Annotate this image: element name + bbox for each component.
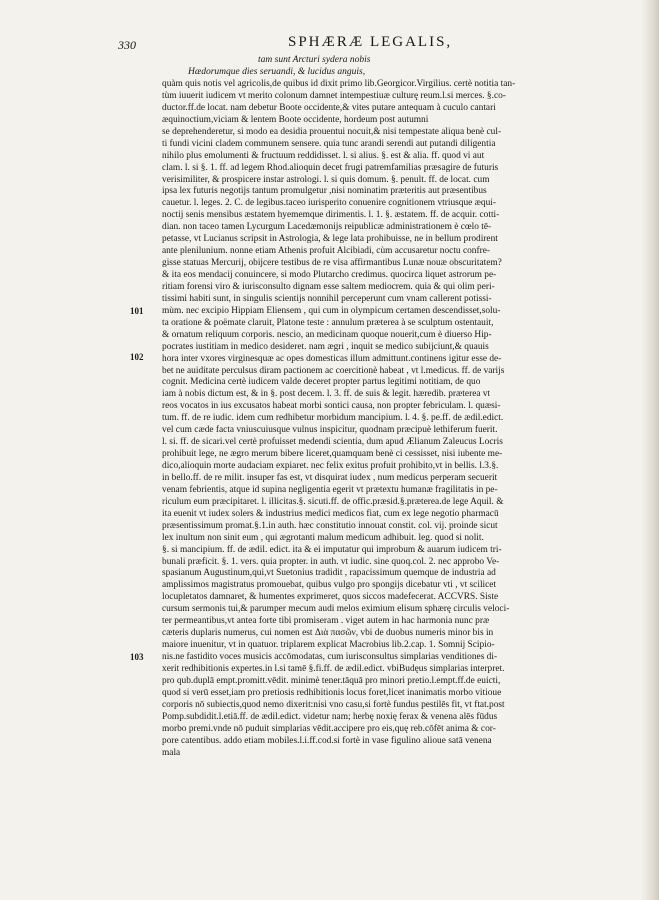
text-line: gisse statuas Mercurij, obijcere testibus de re visa affirmantibus Lunæ nouæ obscuritatem? xyxy=(162,258,502,269)
text-line: ter permeantibus,vt antea forte tibi promiseram . viget autem in hac harmonia nunc præ xyxy=(162,616,490,627)
text-line: hora inter vxores virginesquæ ac opes domesticas illum admittunt.continens igitur esse de- xyxy=(162,353,502,364)
text-line: tum. ff. de re iudic. idem cum redhibetur morbidum mancipium. l. 4. §. pe.ff. de ædil.edict. xyxy=(162,413,504,424)
text-line: nis.ne fastidito voces musicis accōmodatas, cum iurisconsultus simplarias venditiones di- xyxy=(162,652,498,662)
text-line: se deprehenderetur, si modo ea desidia prouentui nocuit,& nisi tempestate aliqua benè cul- xyxy=(162,126,502,137)
text-line: petasse, vt Lucianus scripsit in Astrologia, & lege lata prohibuisse, ne in bellum prodirent xyxy=(162,234,498,245)
text-line: cursum sermonis tui,& parumper mecum audi melos eximium elisum sphærę circulis veloci- xyxy=(162,604,510,615)
text-line: clam. l. si §. 1. ff. ad legem Rhod.alioquin decet frugi patremfamilias præsagire de futuris xyxy=(162,162,499,173)
marginal-number: 103 xyxy=(130,652,144,662)
text-line: verisimiliter, & prospicere instar astrologi. l. si quis domum. §. penult. ff. de locat. cum xyxy=(162,174,490,185)
page-number: 330 xyxy=(118,38,136,52)
text-line: tissimi habiti sunt, in singulis scientijs nonnihil perceperunt cum vnam callerent potissi- xyxy=(162,293,492,304)
text-line: riculum eum præcipitaret. l. illicitas.§. sicuti.ff. de offic.præsid.§.præterea.de lege Aquil. & xyxy=(162,496,504,507)
scan-edge-shadow xyxy=(641,0,659,900)
text-line: pore catentibus. addo etiam mobiles.l.i.ff.cod.si fortè in vase figulino alioue satā venena xyxy=(162,735,492,746)
text-line: ta oratione & poëmate claruit, Platone teste : annulum præterea à se sculptum ostentauit, xyxy=(162,317,494,328)
text-line: mùm. nec excipio Hippiam Eliensem , qui cum in olympicum certamen descendisset,solu- xyxy=(162,305,501,316)
text-line-catchword xyxy=(162,759,628,771)
text-line: ante plenilunium. nonne etiam Athenis profuit Alcibiadi, cùm accusaretur noctu confre- xyxy=(162,246,491,257)
text-line: ipsa lex futuris negotijs tantum promulgetur ,nisi nominatim præteritis aut præsentibus xyxy=(162,186,487,197)
text-line: xerit redhibitionis expertes.in l.si tamē §.fi.ff. de ædil.edict. vbiBudęus simplarias interpret. xyxy=(162,663,505,674)
text-line: iam à nobis dictum est, & in §. post decem. l. 3. ff. de suis & legit. hæredib. præterea vt xyxy=(162,389,491,400)
text-line: §. si mancipium. ff. de ædil. edict. ita & ei imputatur qui improbum & auarum iudicem tri- xyxy=(162,544,502,555)
text-line: noctij senis mensibus æstatem hyememque dirimentis. l. 1. §. æstatem. ff. de acquir. cotti- xyxy=(162,210,500,221)
text-line: l. si. ff. de sicari.vel certè profuisset medendi scientia, dum apud Ælianum Zaleucus Locris xyxy=(162,437,503,448)
text-line: dian. non taceo tamen Lycurgum Lacedæmonijs reipublicæ administrationem è cœlo tē- xyxy=(162,222,492,233)
text-line: reos vocatos in ius excusatos habeat morbi sontici causa, non propter febriculam. l. quæsi- xyxy=(162,401,501,412)
text-line: morbo premi.vnde nō puduit simplarias vēdit.accipere pro eis,quę reb.cōfēt anima & cor- xyxy=(162,723,496,734)
text-line: maiore inuenitur, vt in quatuor. triplarem explicat Macrobius lib.2.cap. 1. Somnij Scipio- xyxy=(162,640,495,651)
text-line: cognit. Medicina certè iudicem valde deceret propter partus legitimi notitiam, de quo xyxy=(162,377,481,388)
text-line: mala xyxy=(162,747,181,758)
marginal-number: 102 xyxy=(130,352,144,362)
text-line: cauetur. l. leges. 2. C. de legibus.taceo iurisperito conuenire cognitionem vtriusque æqui- xyxy=(162,198,497,209)
text-line: locupletatos damnaret, & humentes exprimeret, quos siccos madefecerat. ACCVRS. Siste xyxy=(162,592,499,603)
text-line: amplissimos magistratus promouebat, quibus vulgo pro spongijs dicebatur vti , vt scilicet xyxy=(162,580,497,591)
text-line: nihilo plus emolumenti & fructuum reddidisset. l. si alius. §. est & alia. ff. quod vi aut xyxy=(162,150,485,161)
marginal-number: 101 xyxy=(130,306,144,316)
verse-line: tam sunt Arcturi sydera nobis xyxy=(258,55,371,65)
text-line: ti fundi vicini cladem communem sensere. quia tunc arandi serendi aut putandi diligentia xyxy=(162,138,496,149)
text-line: corporis nō subiectis,quod nemo dixerit:nisi vno casu,si fortè fundus pestilēs fit, vt ftat.post xyxy=(162,699,505,710)
body-text xyxy=(162,79,628,771)
text-line: vel cum cæde facta vniuscuiusque vulnus inspicitur, quodnam præcipuè lethiferum fuerit. xyxy=(162,425,498,436)
text-line: dico,alioquin morte audaciam expiaret. nec felix exitus profuit prohibito,vt in bellis. l.3.§. xyxy=(162,461,499,471)
text-line: Pomp.subdidit.l.etiā.ff. de ædil.edict. videtur nam; herbę noxię ferax & venena alēs fūdus xyxy=(162,711,498,722)
text-line: bunali præficit. §. 1. vers. quia propter. in auth. vt iudic. sine quoq.col. 2. nec approbo Ve- xyxy=(162,556,500,567)
text-line: pro qub.duplā empt.promitt.vēdit. minimè tener.tāquā pro minori pretio.l.empt.ff.de euicti, xyxy=(162,675,501,686)
text-line: & ornatum reliquum corporis. nescio, an medicinam quoque nouerit,cum è diuerso Hip- xyxy=(162,329,492,340)
text-line: ductor.ff.de locat. nam debetur Boote occidente,& vites putare antequam à cuculo cantari xyxy=(162,102,496,113)
text-line: quod si verū esset,iam pro pretiosis redhibitionis locus foret,licet inanimatis morbo vitioue xyxy=(162,687,502,698)
text-line: æquinoctium,viciam & lentem Boote occidente, hordeum post autumni xyxy=(162,114,429,125)
text-line: prohibuit lege, ne ægro merum bibere liceret,quamquam benè ci cessisset, nisi iubente me- xyxy=(162,449,503,460)
text-line: & ita eos mendacij conuincere, si modo Plutarcho credimus. quocirca liquet astrorum pe- xyxy=(162,270,497,280)
text-line: spasianum Augustinum,qui,vt Suetonius tradidit , rapacissimum quemque de industria ad xyxy=(162,568,496,579)
text-line: pocrates iustitiam in medico desideret. nam ægri , inquit se medico subijciunt,& quauis xyxy=(162,341,489,352)
running-head: SPHÆRÆ LEGALIS, xyxy=(288,34,453,50)
text-line: ritiam forensi viro & iurisconsulto dignam esse saltem mediocrem. quia & qui olim peri- xyxy=(162,281,495,292)
text-line: venam febrientis, atque id supina negligentia egerit vt prætextu humanæ fragilitatis in pe- xyxy=(162,484,498,495)
verse-line: Hædorumque dies seruandi, & lucidus anguis, xyxy=(188,67,366,77)
text-line: præsentissimum promat.§.1.in auth. hæc constitutio innouat constit. col. vij. proinde sicut xyxy=(162,520,498,531)
text-line: tùm iuuerit iudicem vt merito colonum damnet intempestiuæ culturę reum.l.si merces. §.co- xyxy=(162,90,506,101)
text-line: bet ne auiditate perculsus diram pactionem ac coercitionè habeat , vt l.medicus. ff. de varijs xyxy=(162,365,505,376)
text-line: lex inultum non sinit eum , qui ægrotanti malum medicum adhibuit. leg. quod si nolit. xyxy=(162,532,484,543)
text-line: cæteris duplaris numerus, cui nomen est Διὰ πασῶν, vbi de duobus numeris minor bis in xyxy=(162,628,494,639)
text-line: quàm quis notis vel agricolis,de quibus id dixit primo lib.Georgicor.Virgilius. certè notitia tan- xyxy=(162,79,516,89)
text-line: ita euenit vt iudex solers & industrius medici medicos fiat, cum ex lege negotio pharmacū xyxy=(162,508,499,519)
text-line: in bello.ff. de re milit. insuper fas est, vt disquirat iudex , num medicus perperam secuerit xyxy=(162,472,498,483)
